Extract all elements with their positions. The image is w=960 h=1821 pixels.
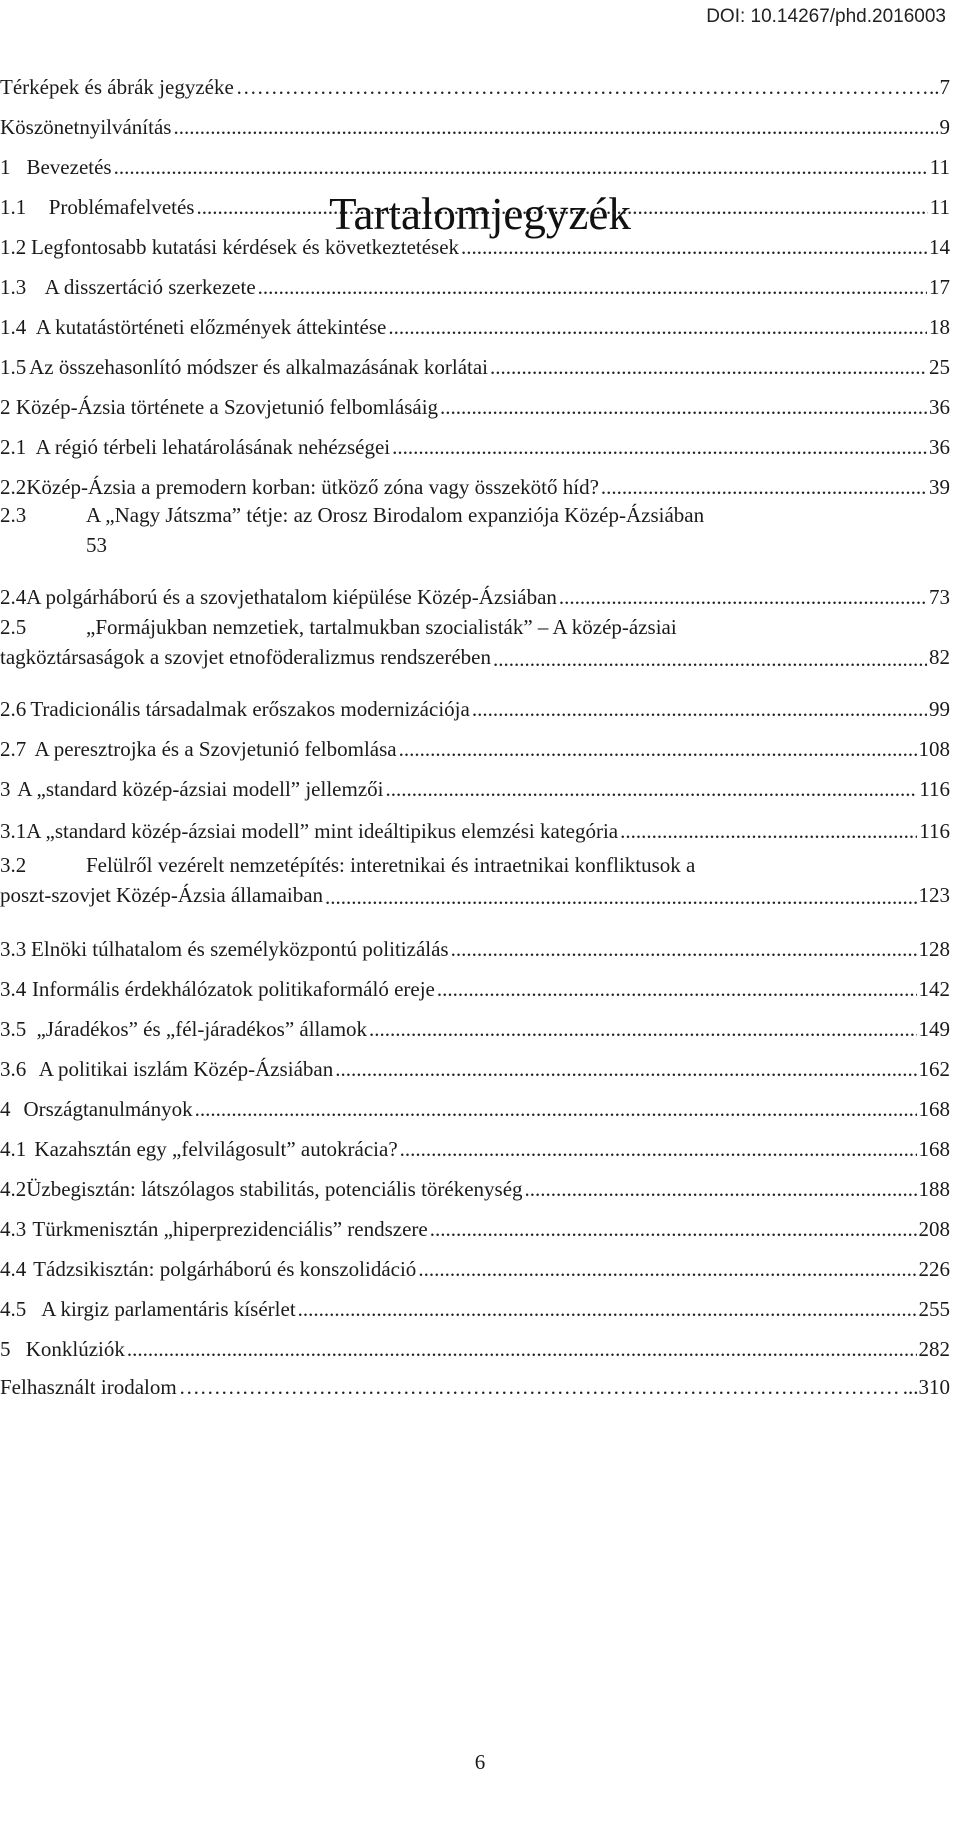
toc-number: 2: [0, 395, 11, 419]
toc-number: 2.3: [0, 503, 27, 527]
toc-page: 116: [919, 819, 950, 843]
toc-label: Felhasznált irodalom: [0, 1375, 177, 1399]
toc-label: Bevezetés: [26, 155, 112, 179]
toc-page: 142: [918, 977, 950, 1001]
toc-page: 128: [918, 937, 950, 961]
toc-number: 2.1: [0, 435, 27, 459]
toc-entry-2-2[interactable]: [0, 470, 950, 500]
toc-leader: [392, 434, 927, 460]
toc-leader: [440, 394, 927, 420]
toc-entry-4-1[interactable]: [0, 1132, 950, 1162]
toc-number: 2.6: [0, 697, 27, 721]
toc-leader: [195, 1096, 917, 1122]
toc-page: ...310: [902, 1375, 950, 1399]
toc-page: 53: [86, 533, 107, 557]
toc-label-line1: „Formájukban nemzetiek, tartalmukban szocialisták” – A közép-ázsiai: [86, 615, 677, 639]
toc-label: Elnöki túlhatalom és személyközpontú politizálás: [31, 937, 449, 961]
toc-page: 149: [918, 1017, 950, 1041]
toc-label: A peresztrojka és a Szovjetunió felbomlása: [34, 737, 397, 761]
toc-page: 82: [929, 645, 950, 669]
toc-entry-5[interactable]: [0, 1332, 950, 1362]
toc-entry-3-6[interactable]: [0, 1052, 950, 1082]
toc-label: A politikai iszlám Közép-Ázsiában: [38, 1057, 334, 1081]
toc-page: 11: [929, 155, 950, 179]
toc-entry-1-5[interactable]: [0, 350, 950, 380]
toc-entry-2-7[interactable]: [0, 732, 950, 762]
toc-page: 188: [918, 1177, 950, 1201]
toc-page: 123: [918, 883, 950, 907]
toc-number: 3: [0, 777, 11, 801]
toc-number: 1: [0, 155, 11, 179]
toc-entry-4-5[interactable]: [0, 1292, 950, 1322]
toc-label-line1: Felülről vezérelt nemzetépítés: interetnikai és intraetnikai konfliktusok a: [86, 853, 696, 877]
toc-page: 14: [929, 235, 950, 259]
toc-entry-1-1[interactable]: [0, 190, 950, 220]
toc-page: 255: [918, 1297, 950, 1321]
toc-entry-3-1[interactable]: [0, 814, 950, 844]
toc-entry-3-3[interactable]: [0, 932, 950, 962]
toc-page: 36: [929, 435, 950, 459]
toc-number: 3.5: [0, 1017, 27, 1041]
toc-leader: [325, 884, 916, 910]
toc-label: A kutatástörténeti előzmények áttekintése: [35, 315, 387, 339]
toc-entry-maps[interactable]: [0, 70, 950, 100]
toc-page: 282: [918, 1337, 950, 1361]
toc-number: 4.5: [0, 1297, 27, 1321]
toc-number: 5: [0, 1337, 11, 1361]
toc-label: Tádzsikisztán: polgárháború és konszolidáció: [33, 1257, 417, 1281]
toc-number: 4.4: [0, 1257, 27, 1281]
toc-leader: [258, 274, 927, 300]
toc-leader: [493, 646, 927, 672]
toc-page: 36: [929, 395, 950, 419]
toc-label: Informális érdekhálózatok politikaformáló ereje: [31, 977, 435, 1001]
toc-page: 25: [929, 355, 950, 379]
toc-leader: [196, 194, 927, 220]
toc-number: 4.2: [0, 1177, 27, 1201]
toc-label-line2: poszt-szovjet Közép-Ázsia államaiban: [0, 883, 324, 907]
toc-label: Legfontosabb kutatási kérdések és következtetések: [31, 235, 460, 259]
toc-leader: [418, 1256, 916, 1282]
toc-entry-3[interactable]: [0, 772, 950, 802]
toc-entry-4-3[interactable]: [0, 1212, 950, 1242]
toc-entry-2-1[interactable]: [0, 430, 950, 460]
toc-leader: [179, 1374, 901, 1400]
toc-page: 116: [919, 777, 950, 801]
toc-leader: [399, 736, 917, 762]
toc-number: 2.5: [0, 615, 27, 639]
toc-entry-1-3[interactable]: [0, 270, 950, 300]
toc-page: 162: [918, 1057, 950, 1081]
toc-entry-3-4[interactable]: [0, 972, 950, 1002]
toc-page: 168: [918, 1097, 950, 1121]
toc-leader: [388, 314, 927, 340]
toc-number: 4.3: [0, 1217, 27, 1241]
toc-number: 1.2: [0, 235, 27, 259]
toc-entry-references[interactable]: [0, 1370, 950, 1400]
toc-page: 99: [929, 697, 950, 721]
toc-number: 3.4: [0, 977, 27, 1001]
toc-number: 3.3: [0, 937, 27, 961]
toc-label: Üzbegisztán: látszólagos stabilitás, potenciális törékenység: [26, 1177, 523, 1201]
toc-page: 39: [929, 475, 950, 499]
toc-number: 3.6: [0, 1057, 27, 1081]
toc-page: 17: [929, 275, 950, 299]
toc-leader: [400, 1136, 917, 1162]
toc-leader: [461, 234, 927, 260]
toc-number: 2.2: [0, 475, 27, 499]
toc-label: A „standard közép-ázsiai modell” mint ideáltipikus elemzési kategória: [26, 819, 619, 843]
toc-label: Kazahsztán egy „felvilágosult” autokrácia?: [34, 1137, 398, 1161]
toc-entry-1[interactable]: [0, 150, 950, 180]
toc-number: 1.1: [0, 195, 27, 219]
toc-label: A polgárháború és a szovjethatalom kiépülése Közép-Ázsiában: [26, 585, 557, 609]
toc-leader: [114, 154, 928, 180]
toc-label: Közép-Ázsia a premodern korban: ütköző zóna vagy összekötő híd?: [26, 475, 599, 499]
toc-entry-4[interactable]: [0, 1092, 950, 1122]
toc-label-line2: tagköztársaságok a szovjet etnoföderalizmus rendszerében: [0, 645, 491, 669]
toc-page: 9: [939, 115, 950, 139]
toc-number: 3.1: [0, 819, 27, 843]
toc-entry-thanks[interactable]: [0, 110, 950, 140]
toc-label: Közép-Ázsia története a Szovjetunió felbomlásáig: [15, 395, 439, 419]
toc-entry-1-2[interactable]: [0, 230, 950, 260]
toc-leader: [472, 696, 927, 722]
toc-page: 73: [929, 585, 950, 609]
toc-entry-2-3[interactable]: [0, 500, 950, 560]
toc-entry-4-2[interactable]: [0, 1172, 950, 1202]
toc-page: 226: [918, 1257, 950, 1281]
toc-page: 168: [918, 1137, 950, 1161]
toc-label: A régió térbeli lehatárolásának nehézségei: [35, 435, 391, 459]
toc-leader: [601, 474, 927, 500]
toc-label: Köszönetnyilvánítás: [0, 115, 172, 139]
toc-entry-2-4[interactable]: [0, 580, 950, 610]
toc-leader: [236, 74, 927, 100]
toc-label: Türkmenisztán „hiperprezidenciális” rendszere: [32, 1217, 428, 1241]
toc-leader: [369, 1016, 916, 1042]
toc-leader: [385, 776, 917, 802]
toc-label: Konklúziók: [25, 1337, 125, 1361]
toc-number: 2.7: [0, 737, 27, 761]
toc-number: 4.1: [0, 1137, 27, 1161]
toc-label: A disszertáció szerkezete: [44, 275, 256, 299]
toc-page: 18: [929, 315, 950, 339]
toc-label: A kirgiz parlamentáris kísérlet: [41, 1297, 296, 1321]
toc-number: 1.4: [0, 315, 27, 339]
toc-number: 3.2: [0, 853, 27, 877]
page-number: 6: [474, 1750, 486, 1774]
toc-leader: [173, 114, 937, 140]
toc-label: A „Nagy Játszma” tétje: az Orosz Birodalom expanziója Közép-Ázsiában: [86, 503, 705, 527]
page-title: Tartalomjegyzék: [329, 189, 631, 239]
toc-leader: [437, 976, 917, 1002]
toc-label: „Járadékos” és „fél-járadékos” államok: [36, 1017, 368, 1041]
toc-leader: [430, 1216, 917, 1242]
toc-label: A „standard közép-ázsiai modell” jellemzői: [17, 777, 384, 801]
toc-label: Problémafelvetés: [48, 195, 195, 219]
toc-entry-2[interactable]: [0, 390, 950, 420]
toc-page: 108: [918, 737, 950, 761]
toc-label: Az összehasonlító módszer és alkalmazásának korlátai: [29, 355, 489, 379]
toc-number: 4: [0, 1097, 11, 1121]
toc-label: Országtanulmányok: [23, 1097, 193, 1121]
toc-leader: [451, 936, 917, 962]
toc-page: ..7: [929, 75, 950, 99]
toc-number: 1.5: [0, 355, 27, 379]
toc-leader: [490, 354, 927, 380]
toc-label: Térképek és ábrák jegyzéke: [0, 75, 234, 99]
toc-leader: [525, 1176, 917, 1202]
toc-entry-2-6[interactable]: [0, 692, 950, 722]
toc-leader: [335, 1056, 916, 1082]
toc-entry-3-5[interactable]: [0, 1012, 950, 1042]
toc-number: 1.3: [0, 275, 27, 299]
toc-page: 11: [929, 195, 950, 219]
toc-page: 208: [918, 1217, 950, 1241]
doi-header: DOI: 10.14267/phd.2016003: [706, 6, 946, 27]
toc-entry-2-5[interactable]: [0, 612, 950, 672]
toc-leader: [620, 818, 917, 844]
toc-entry-3-2[interactable]: [0, 850, 950, 910]
toc-number: 2.4: [0, 585, 27, 609]
toc-leader: [559, 584, 927, 610]
toc-entry-1-4[interactable]: [0, 310, 950, 340]
toc-leader: [127, 1336, 917, 1362]
toc-leader: [298, 1296, 917, 1322]
toc-label: Tradicionális társadalmak erőszakos modernizációja: [30, 697, 470, 721]
toc-entry-4-4[interactable]: [0, 1252, 950, 1282]
